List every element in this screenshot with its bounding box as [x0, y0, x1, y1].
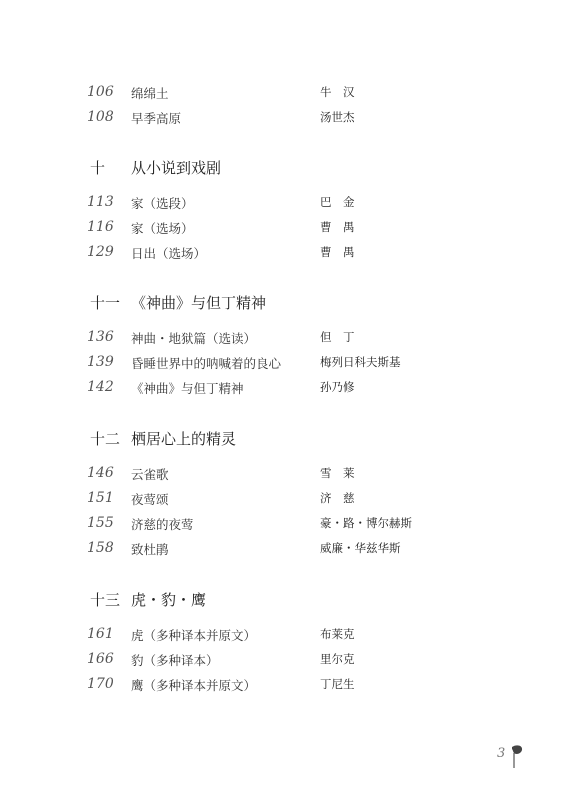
- entry-page-number: 155: [87, 515, 114, 531]
- entry-title: 昏睡世界中的呐喊着的良心: [131, 356, 282, 371]
- section-title: 从小说到戏剧: [131, 159, 222, 177]
- toc-entry: [0, 354, 578, 376]
- entry-author: 孙乃修: [320, 380, 355, 394]
- entry-page-number: 161: [87, 626, 114, 642]
- toc-section-heading: [0, 157, 578, 181]
- entry-title: 致杜鹃: [131, 542, 169, 557]
- toc-entry: [0, 515, 578, 537]
- entry-title: 云雀歌: [131, 467, 169, 482]
- entry-page-number: 106: [87, 84, 114, 100]
- toc-entry: [0, 626, 578, 648]
- entry-title: 家（选段）: [131, 196, 194, 211]
- entry-title: 济慈的夜莺: [131, 517, 194, 532]
- entry-author: 雪 莱: [320, 466, 355, 480]
- entry-title: 神曲・地狱篇（选读）: [131, 331, 257, 346]
- entry-author: 汤世杰: [320, 110, 355, 124]
- entry-author: 但 丁: [320, 330, 355, 344]
- toc-entry: [0, 244, 578, 266]
- entry-page-number: 151: [87, 490, 114, 506]
- toc-entry: [0, 329, 578, 351]
- toc-entry: [0, 194, 578, 216]
- section-number: 十: [90, 159, 106, 177]
- entry-title: 日出（选场）: [131, 246, 207, 261]
- entry-page-number: 136: [87, 329, 114, 345]
- page-number: 3: [497, 746, 506, 761]
- entry-author: 豪・路・博尔赫斯: [320, 516, 412, 530]
- toc-entry: [0, 465, 578, 487]
- section-number: 十一: [90, 294, 121, 312]
- toc-entry: [0, 379, 578, 401]
- ink-brush-icon: [510, 744, 524, 770]
- section-title: 虎・豹・鹰: [131, 591, 207, 609]
- entry-page-number: 108: [87, 109, 114, 125]
- entry-title: 虎（多种译本并原文）: [131, 628, 257, 643]
- entry-author: 里尔克: [320, 652, 355, 666]
- entry-title: 夜莺颂: [131, 492, 169, 507]
- entry-title: 家（选场）: [131, 221, 194, 236]
- entry-author: 曹 禺: [320, 220, 355, 234]
- section-title: 《神曲》与但丁精神: [131, 294, 267, 312]
- entry-title: 鹰（多种译本并原文）: [131, 678, 257, 693]
- toc-section-heading: [0, 428, 578, 452]
- section-title: 栖居心上的精灵: [131, 430, 237, 448]
- entry-page-number: 116: [87, 219, 114, 235]
- toc-entry: [0, 219, 578, 241]
- entry-author: 曹 禺: [320, 245, 355, 259]
- entry-page-number: 166: [87, 651, 114, 667]
- entry-page-number: 158: [87, 540, 114, 556]
- entry-page-number: 142: [87, 379, 114, 395]
- entry-author: 牛 汉: [320, 85, 355, 99]
- toc-section-heading: [0, 589, 578, 613]
- entry-author: 威廉・华兹华斯: [320, 541, 401, 555]
- toc-entry: [0, 676, 578, 698]
- entry-author: 梅列日科夫斯基: [320, 355, 401, 369]
- section-number: 十三: [90, 591, 121, 609]
- section-number: 十二: [90, 430, 121, 448]
- toc-entry: [0, 84, 578, 106]
- entry-author: 布莱克: [320, 627, 355, 641]
- toc-entry: [0, 651, 578, 673]
- entry-title: 《神曲》与但丁精神: [131, 381, 244, 396]
- entry-author: 济 慈: [320, 491, 355, 505]
- entry-page-number: 170: [87, 676, 114, 692]
- toc-entry: [0, 490, 578, 512]
- entry-page-number: 146: [87, 465, 114, 481]
- entry-author: 丁尼生: [320, 677, 355, 691]
- toc-entry: [0, 540, 578, 562]
- entry-page-number: 113: [87, 194, 114, 210]
- entry-page-number: 139: [87, 354, 114, 370]
- toc-section-heading: [0, 292, 578, 316]
- toc-entry: [0, 109, 578, 131]
- entry-title: 豹（多种译本）: [131, 653, 219, 668]
- entry-author: 巴 金: [320, 195, 355, 209]
- entry-page-number: 129: [87, 244, 114, 260]
- entry-title: 绵绵土: [131, 86, 169, 101]
- entry-title: 早季高原: [131, 111, 182, 126]
